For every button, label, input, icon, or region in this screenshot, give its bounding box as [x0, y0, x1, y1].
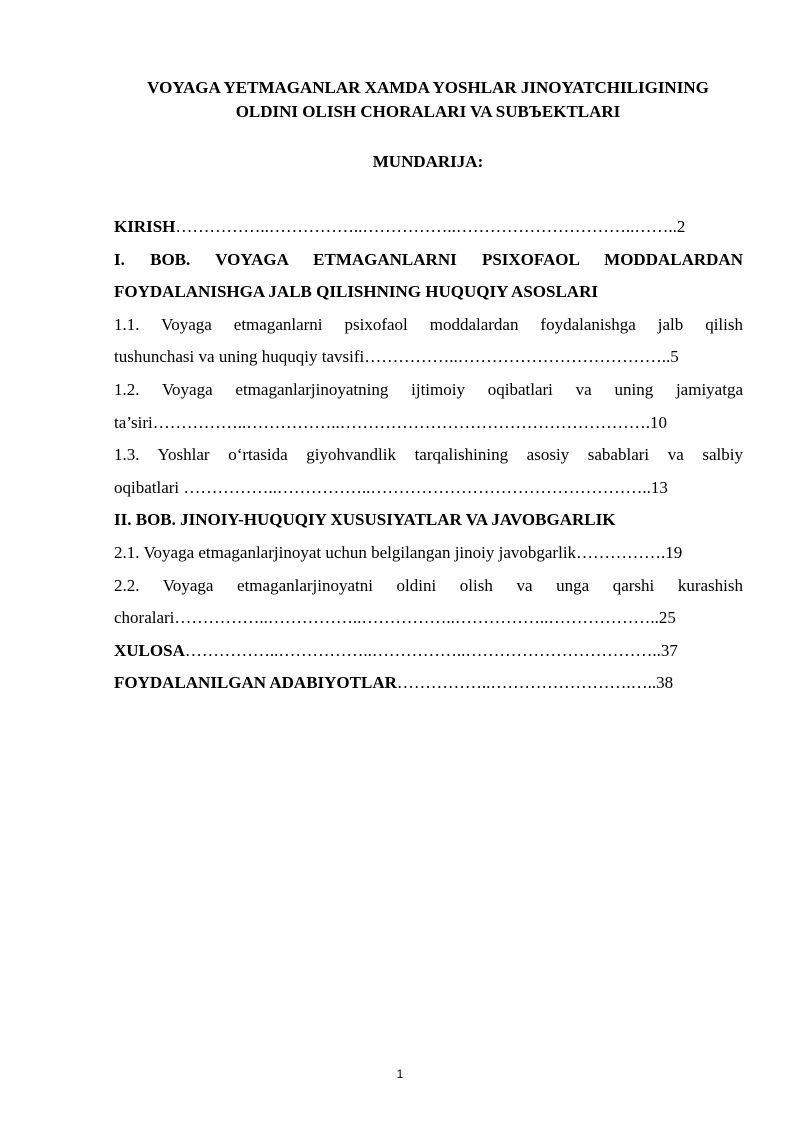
toc-section-1-1-line-2[interactable]: [114, 341, 743, 374]
toc-dot-leader: …………….: [576, 542, 666, 562]
document-title-line-1: VOYAGA YETMAGANLAR XAMDA YOSHLAR JINOYATCHILIGINING: [147, 78, 709, 97]
toc-page-number: 2: [676, 217, 686, 236]
toc-page-number: 19: [665, 542, 683, 562]
toc-chapter-1-line-2[interactable]: FOYDALANISHGA JALB QILISHNING HUQUQIY ASOSLARI: [114, 282, 598, 302]
toc-entry-adabiyotlar[interactable]: [114, 667, 743, 700]
toc-entry-label: ta’siri: [114, 412, 153, 432]
toc-dot-leader: ……………..……………..……………..……………………………..: [184, 640, 661, 660]
document-title-line-2: OLDINI OLISH CHORALARI VA SUBЪEKTLARI: [235, 102, 621, 121]
toc-page-number: 10: [649, 412, 667, 432]
toc-entry-label: XULOSA: [114, 640, 185, 660]
toc-dot-leader: ……………..…………………….…..: [396, 673, 657, 693]
toc-entry-label: oqibatlari: [114, 477, 184, 497]
toc-page-number: 38: [656, 673, 674, 693]
toc-page-number: 25: [658, 608, 676, 628]
toc-chapter-2-line-1[interactable]: II. BOB. JINOIY-HUQUQIY XUSUSIYATLAR VA JAVOBGARLIK: [114, 510, 616, 530]
toc-dot-leader: ……………..……………..……………………………………………….: [152, 412, 650, 432]
toc-entry-label: tushunchasi va uning huquqiy tavsifi: [114, 347, 365, 367]
toc-section-1-2-line-1[interactable]: 1.2. Voyaga etmaganlarjinoyatning ijtimoiy oqibatlari va uning jamiyatga: [114, 379, 743, 399]
toc-section-1-2-line-2[interactable]: [114, 407, 743, 440]
toc-dot-leader: ……………..……………..……………..…………………………..……..: [175, 217, 677, 236]
toc-dot-leader: ……………..………………………………..: [364, 347, 671, 367]
toc-section-1-3-line-2[interactable]: [114, 472, 743, 505]
toc-chapter-1-line-1[interactable]: I. BOB. VOYAGA ETMAGANLARNI PSIXOFAOL MODDALARDAN: [114, 249, 743, 269]
toc-dot-leader: ……………..……………..…………………………………………..: [183, 477, 651, 497]
toc-entry-label: KIRISH: [114, 217, 176, 236]
toc-section-2-2-line-1[interactable]: 2.2. Voyaga etmaganlarjinoyatni oldini olish va unga qarshi kurashish: [114, 575, 743, 595]
toc-page-number: 37: [660, 640, 678, 660]
toc-section-2-1[interactable]: [114, 537, 743, 570]
toc-entry-xulosa[interactable]: [114, 635, 743, 668]
toc-entry-label: 2.1. Voyaga etmaganlarjinoyat uchun belgilangan jinoiy javobgarlik: [114, 542, 577, 562]
toc-page-number: 13: [650, 477, 668, 497]
table-of-contents: [114, 211, 743, 700]
contents-heading: MUNDARIJA:: [372, 152, 484, 171]
toc-entry-kirish[interactable]: [114, 211, 743, 244]
page-number: 1: [396, 1067, 404, 1081]
toc-page-number: 5: [670, 347, 679, 367]
toc-entry-label: FOYDALANILGAN ADABIYOTLAR: [114, 673, 397, 693]
toc-section-1-3-line-1[interactable]: 1.3. Yoshlar oʻrtasida giyohvandlik tarqalishining asosiy sabablari va salbiy: [114, 445, 743, 465]
toc-section-1-1-line-1[interactable]: 1.1. Voyaga etmaganlarni psixofaol moddalardan foydalanishga jalb qilish: [114, 314, 743, 334]
toc-entry-label: choralari: [114, 608, 175, 628]
toc-dot-leader: ……………..……………..……………..……………..………………..: [174, 608, 659, 628]
toc-section-2-2-line-2[interactable]: [114, 602, 743, 635]
